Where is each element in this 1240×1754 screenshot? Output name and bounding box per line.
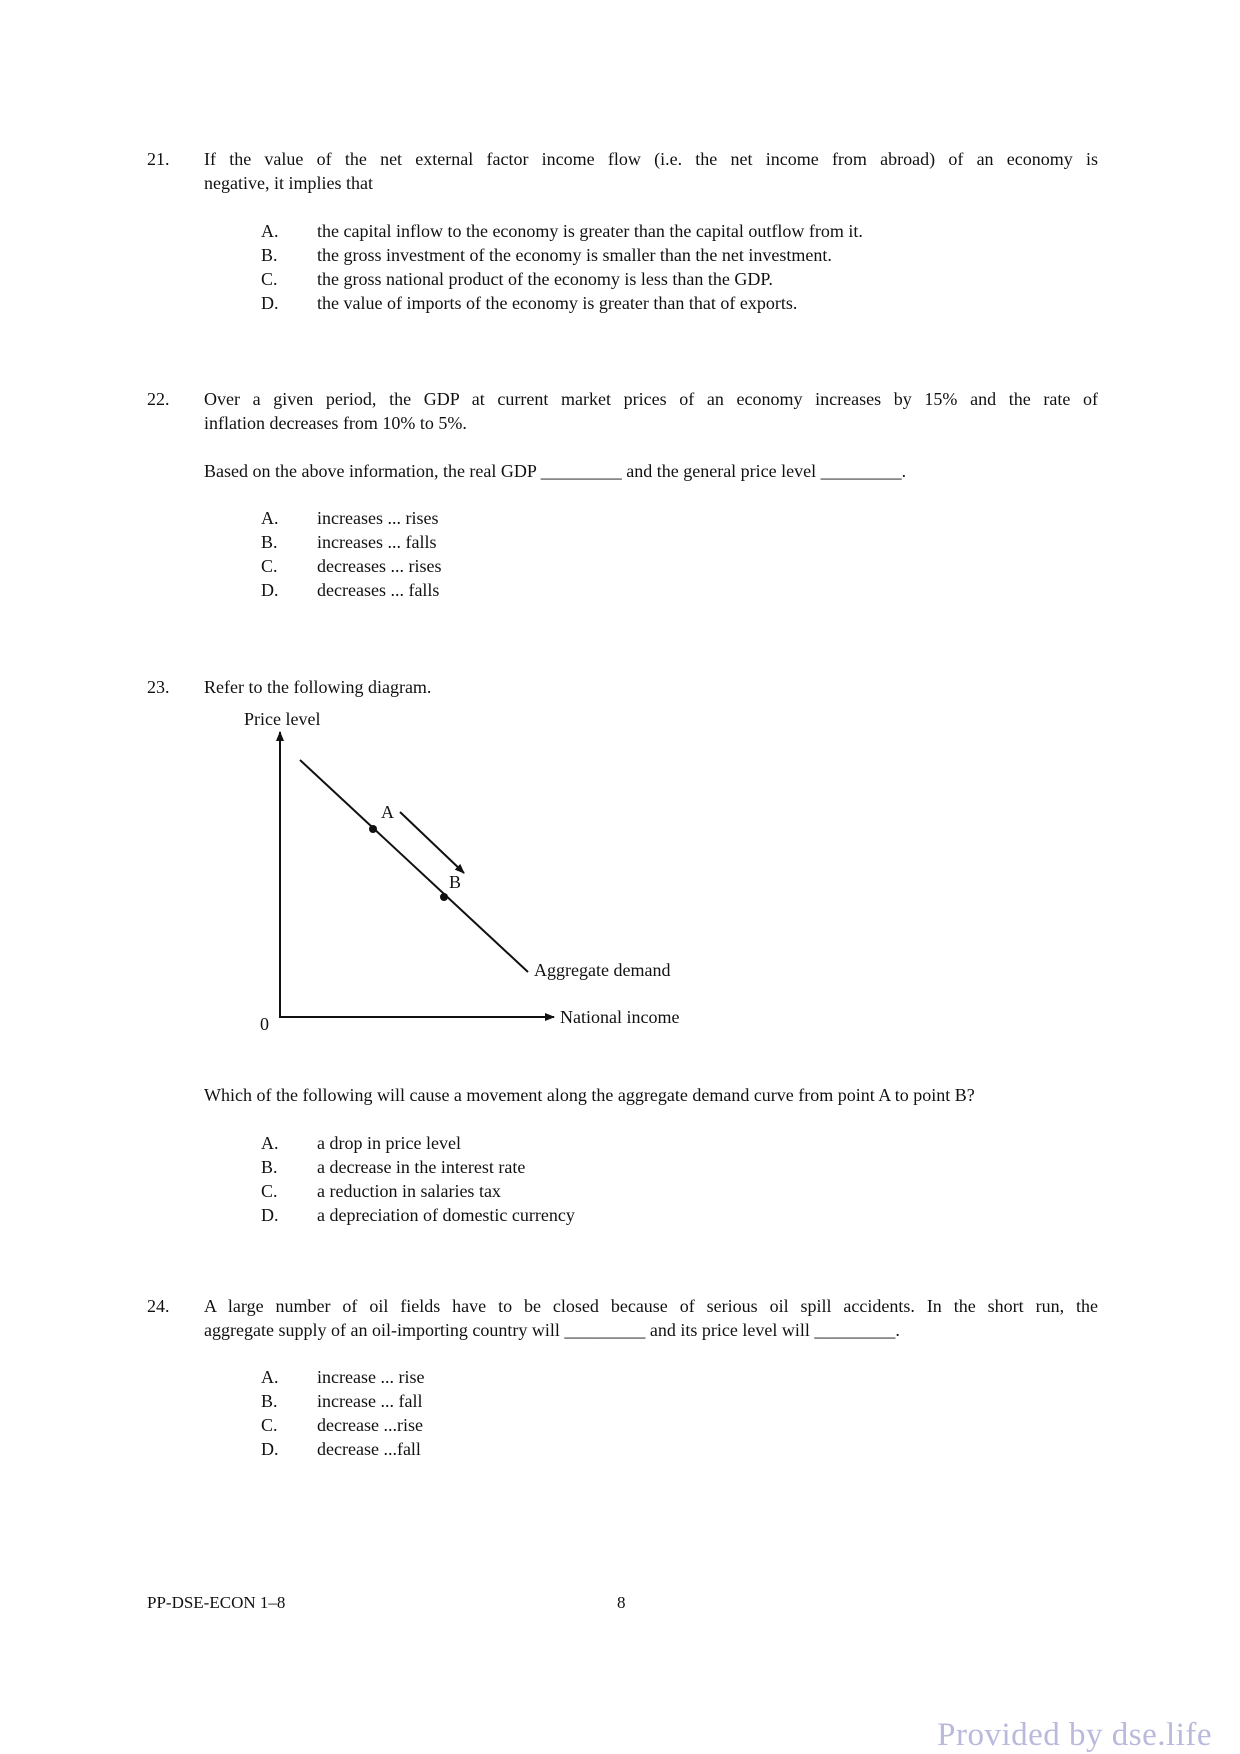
footer-page-number: 8 xyxy=(617,1593,626,1612)
q22-option-a-text: increases ... rises xyxy=(317,508,439,528)
question-22-prompt: Based on the above information, the real GDP _________ and the general price level _________. xyxy=(204,461,907,481)
question-21-number: 21. xyxy=(147,149,170,169)
question-24-number: 24. xyxy=(147,1296,170,1316)
question-22-number: 22. xyxy=(147,389,170,409)
question-23-number: 23. xyxy=(147,677,170,697)
q24-option-a-text: increase ... rise xyxy=(317,1367,425,1387)
q21-option-a-letter: A. xyxy=(261,221,279,241)
q24-option-c-letter: C. xyxy=(261,1415,278,1435)
curve-label: Aggregate demand xyxy=(534,960,671,980)
question-21-stem-line-2: negative, it implies that xyxy=(204,173,373,193)
question-23-stem: Refer to the following diagram. xyxy=(204,677,432,697)
watermark: Provided by dse.life xyxy=(937,1717,1212,1753)
q21-option-a-text: the capital inflow to the economy is greater than the capital outflow from it. xyxy=(317,221,863,241)
point-b-label: B xyxy=(449,872,462,892)
question-24-stem-line-1: A large number of oil fields have to be closed because of serious oil spill accidents. In the short run, the xyxy=(204,1296,1098,1316)
q23-option-b-text: a decrease in the interest rate xyxy=(317,1157,526,1177)
q23-option-d-letter: D. xyxy=(261,1205,279,1225)
q24-option-a-letter: A. xyxy=(261,1367,279,1387)
question-22-stem-line-2: inflation decreases from 10% to 5%. xyxy=(204,413,467,433)
q23-option-a-text: a drop in price level xyxy=(317,1133,461,1153)
point-b xyxy=(440,893,448,901)
q21-option-c-letter: C. xyxy=(261,269,278,289)
q22-option-a-letter: A. xyxy=(261,508,279,528)
q21-option-c-text: the gross national product of the economy is less than the GDP. xyxy=(317,269,773,289)
question-22-stem-line-1: Over a given period, the GDP at current market prices of an economy increases by 15% and the rate of xyxy=(204,389,1098,409)
q24-option-c-text: decrease ...rise xyxy=(317,1415,423,1435)
q21-option-d-letter: D. xyxy=(261,293,279,313)
origin-label: 0 xyxy=(260,1014,269,1034)
q22-option-d-text: decreases ... falls xyxy=(317,580,440,600)
q22-option-c-text: decreases ... rises xyxy=(317,556,442,576)
q22-option-b-letter: B. xyxy=(261,532,278,552)
movement-arrow xyxy=(400,812,464,873)
q23-option-d-text: a depreciation of domestic currency xyxy=(317,1205,575,1225)
question-24-stem-line-2: aggregate supply of an oil-importing country will _________ and its price level will _________. xyxy=(204,1320,900,1340)
x-axis-label: National income xyxy=(560,1007,680,1027)
point-a xyxy=(369,825,377,833)
q22-option-d-letter: D. xyxy=(261,580,279,600)
footer-paper-code: PP-DSE-ECON 1–8 xyxy=(147,1593,286,1612)
q23-option-c-letter: C. xyxy=(261,1181,278,1201)
q23-option-c-text: a reduction in salaries tax xyxy=(317,1181,501,1201)
q24-option-b-text: increase ... fall xyxy=(317,1391,423,1411)
q24-option-d-text: decrease ...fall xyxy=(317,1439,421,1459)
q24-option-b-letter: B. xyxy=(261,1391,278,1411)
q24-option-d-letter: D. xyxy=(261,1439,279,1459)
q23-option-a-letter: A. xyxy=(261,1133,279,1153)
aggregate-demand-curve xyxy=(300,760,528,972)
q22-option-c-letter: C. xyxy=(261,556,278,576)
q21-option-b-letter: B. xyxy=(261,245,278,265)
q23-option-b-letter: B. xyxy=(261,1157,278,1177)
q22-option-b-text: increases ... falls xyxy=(317,532,437,552)
aggregate-demand-diagram xyxy=(200,700,720,1045)
question-21-stem-line-1: If the value of the net external factor income flow (i.e. the net income from abroad) of an economy is xyxy=(204,149,1098,169)
q21-option-b-text: the gross investment of the economy is smaller than the net investment. xyxy=(317,245,832,265)
q21-option-d-text: the value of imports of the economy is greater than that of exports. xyxy=(317,293,798,313)
y-axis-label: Price level xyxy=(244,709,321,729)
question-23-prompt: Which of the following will cause a movement along the aggregate demand curve from point A to point B? xyxy=(204,1085,975,1105)
point-a-label: A xyxy=(381,802,394,822)
